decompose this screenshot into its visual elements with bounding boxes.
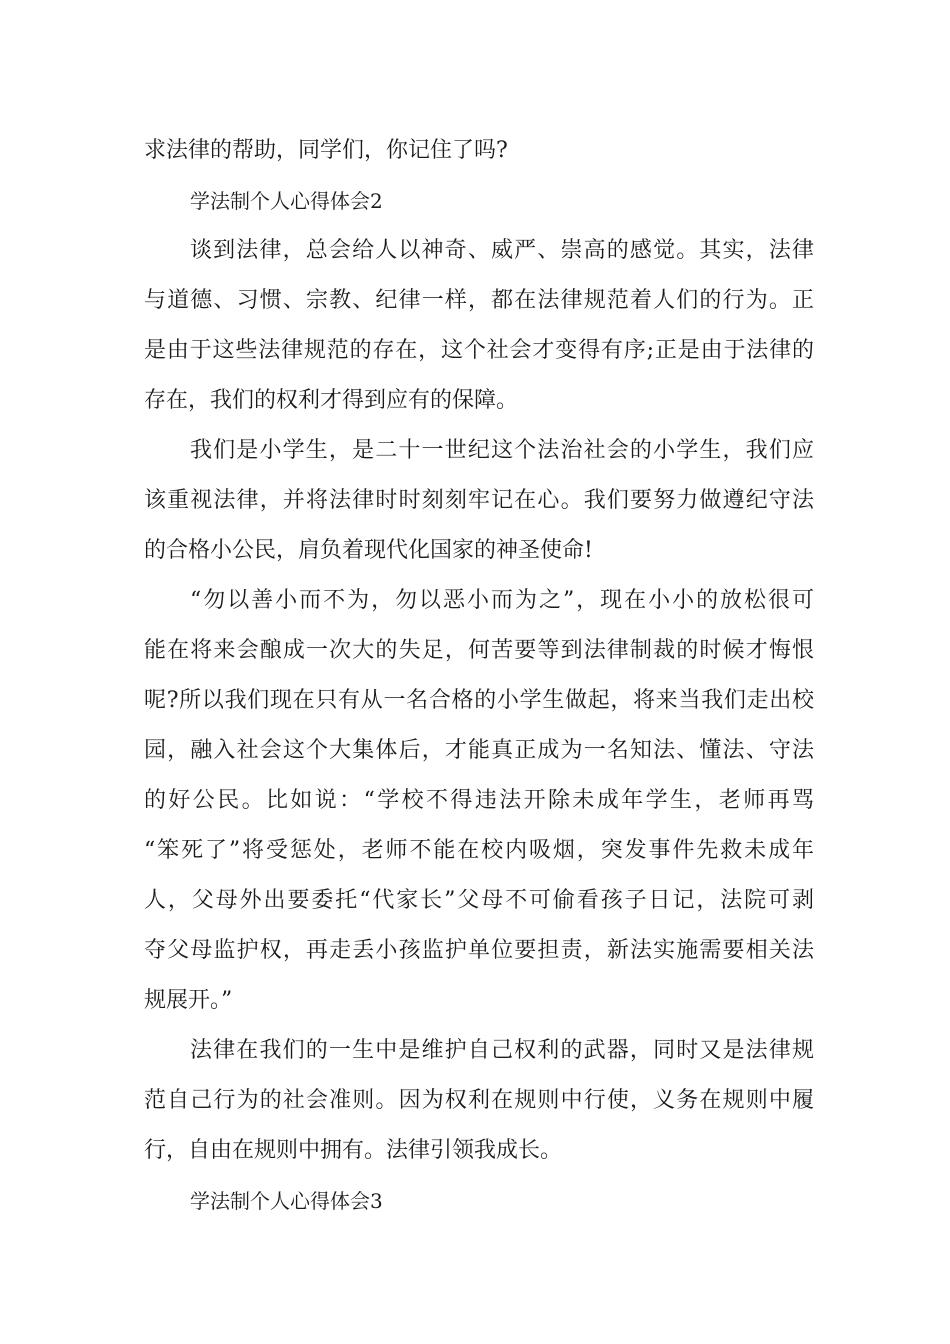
paragraph-line: 规展开。” <box>144 988 233 1013</box>
paragraph-line: 园，融入社会这个大集体后，才能真正成为一名知法、懂法、守法 <box>144 738 814 763</box>
paragraph-line: 能在将来会酿成一次大的失足，何苦要等到法律制裁的时候才悔恨 <box>144 638 814 663</box>
paragraph-line: 行，自由在规则中拥有。法律引领我成长。 <box>144 1138 563 1163</box>
paragraph-line: 该重视法律，并将法律时时刻刻牢记在心。我们要努力做遵纪守法 <box>144 488 814 513</box>
paragraph-line: “勿以善小而不为，勿以恶小而为之”，现在小小的放松很可 <box>190 588 814 613</box>
paragraph-line: 的合格小公民，肩负着现代化国家的神圣使命! <box>144 538 593 563</box>
paragraph-line: 夺父母监护权，再走丢小孩监护单位要担责，新法实施需要相关法 <box>144 938 814 963</box>
paragraph-line: “笨死了”将受惩处，老师不能在校内吸烟，突发事件先救未成年 <box>144 838 814 863</box>
paragraph-line: 与道德、习惯、宗教、纪律一样，都在法律规范着人们的行为。正 <box>144 288 814 313</box>
paragraph-line: 求法律的帮助，同学们，你记住了吗? <box>144 138 508 163</box>
paragraph-line: 法律在我们的一生中是维护自己权利的武器，同时又是法律规 <box>190 1038 814 1063</box>
paragraph-line: 存在，我们的权利才得到应有的保障。 <box>144 388 519 413</box>
paragraph-line: 呢?所以我们现在只有从一名合格的小学生做起，将来当我们走出校 <box>144 688 814 713</box>
paragraph-line: 人，父母外出要委托“代家长”父母不可偷看孩子日记，法院可剥 <box>144 888 814 913</box>
paragraph-line: 是由于这些法律规范的存在，这个社会才变得有序;正是由于法律的 <box>144 338 814 363</box>
paragraph-line: 的好公民。比如说：“学校不得违法开除未成年学生，老师再骂 <box>144 788 814 813</box>
section-heading: 学法制个人心得体会2 <box>190 189 383 213</box>
paragraph-line: 我们是小学生，是二十一世纪这个法治社会的小学生，我们应 <box>190 438 814 463</box>
section-heading: 学法制个人心得体会3 <box>190 1189 383 1213</box>
paragraph-line: 范自己行为的社会准则。因为权利在规则中行使，义务在规则中履 <box>144 1088 814 1113</box>
paragraph-line: 谈到法律，总会给人以神奇、威严、崇高的感觉。其实，法律 <box>190 238 814 263</box>
